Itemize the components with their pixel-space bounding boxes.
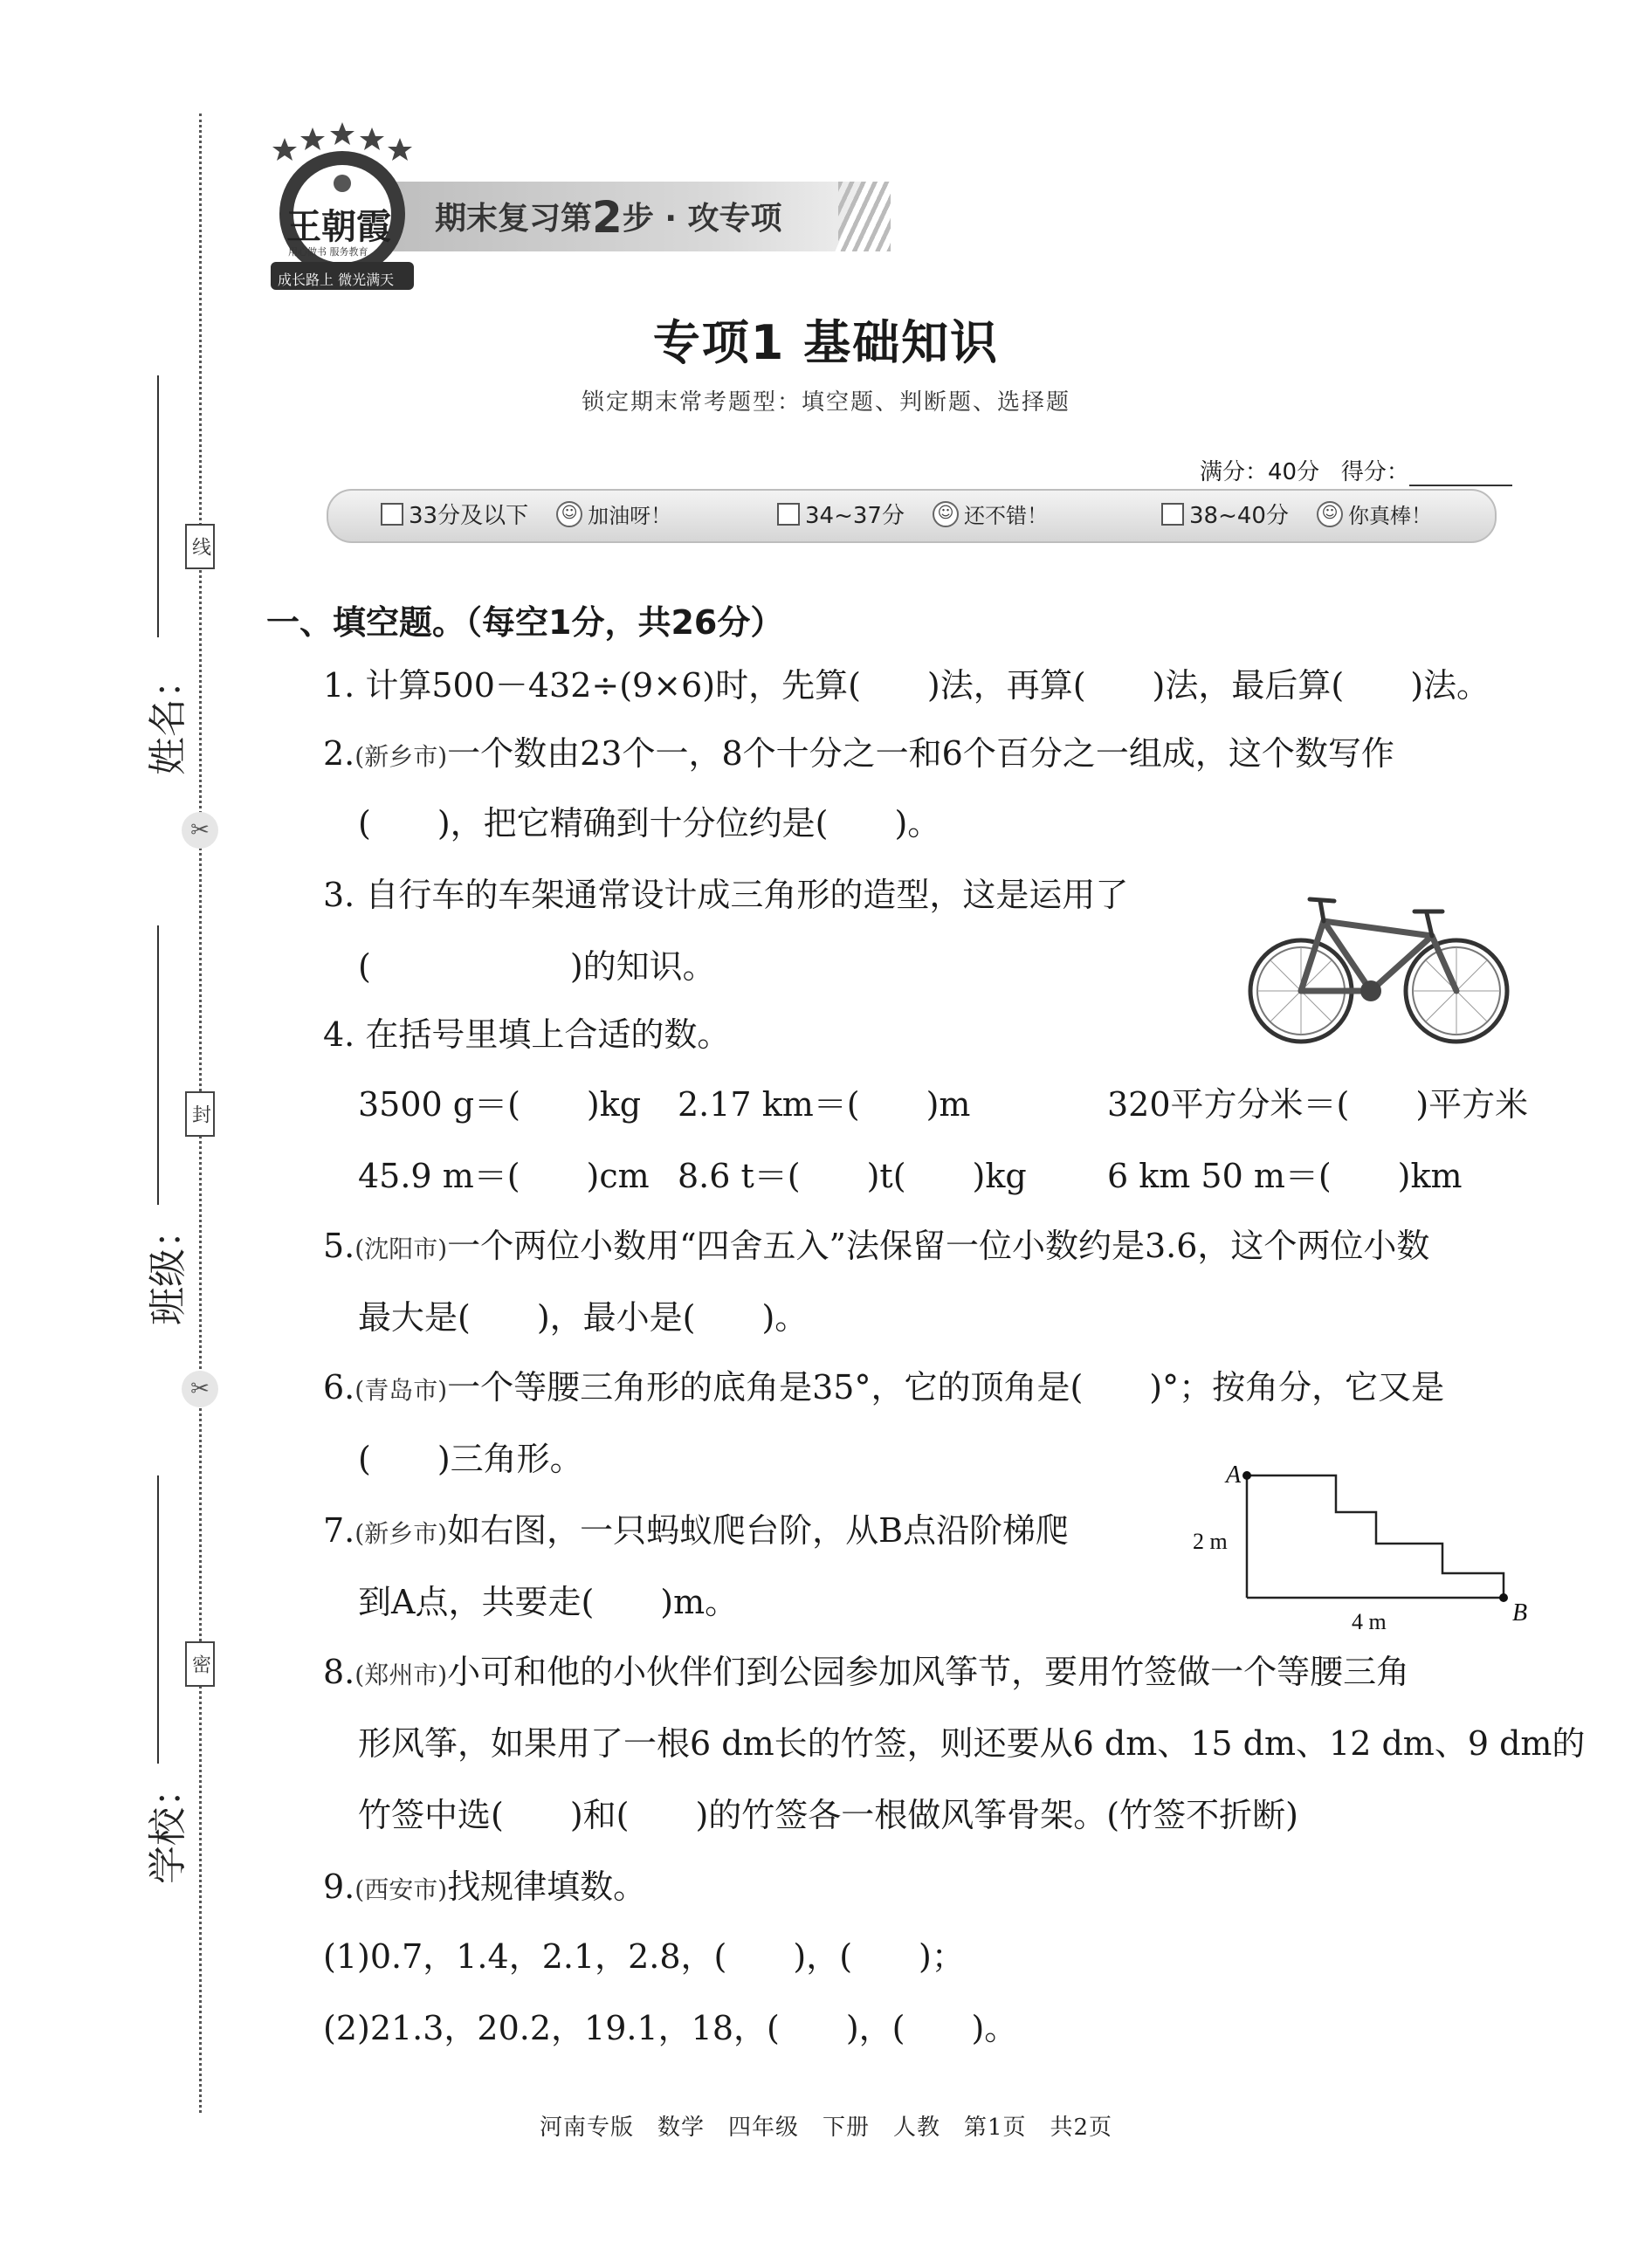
q4-item: 320平方分米＝( )平方米 [1107,1085,1529,1124]
label-width: 4 m [1352,1609,1387,1634]
question-9-1: (1)0.7，1.4，2.1，2.8，( )，( )； [323,1937,965,1976]
level-low: 33分及以下 ☺ 加油呀！ [381,498,671,530]
mark-mi: 密 [185,1641,215,1687]
question-1: 1. 计算500－432÷(9×6)时，先算( )法，再算( )法，最后算( )法。 [323,666,1490,705]
question-5: 5.(沈阳市)一个两位小数用“四舍五入”法保留一位小数约是3.6，这个两位小数 [323,1227,1430,1265]
point-b [1499,1593,1508,1602]
smiley-icon: ☺ [933,501,959,527]
question-2: 2.(新乡市)一个数由23个一，8个十分之一和6个百分之一组成，这个数写作 [323,734,1394,773]
q4-item: 2.17 km＝( )m [678,1085,971,1124]
question-6: 6.(青岛市)一个等腰三角形的底角是35°，它的顶角是( )°；按角分，它又是 [323,1368,1445,1406]
location-tag: (西安市) [354,1875,448,1904]
question-9-2: (2)21.3，20.2，19.1，18，( )，( )。 [323,2009,1018,2047]
class-label: 班级： [146,1210,190,1325]
q4-item: 3500 g＝( )kg [358,1085,642,1124]
got-score-label: 得分： [1340,459,1409,485]
label-b: B [1512,1599,1528,1627]
location-tag: (新乡市) [354,742,448,771]
question-3: 3. 自行车的车架通常设计成三角形的造型，这是运用了 [323,876,1129,914]
q4-item: 6 km 50 m＝( )km [1107,1157,1463,1195]
bicycle-illustration [1240,882,1519,1060]
scissors-icon: ✂ [182,1371,218,1407]
staircase-figure [1187,1449,1537,1645]
question-8: 8.(郑州市)小可和他的小伙伴们到公园参加风筝节，要用竹签做一个等腰三角 [323,1653,1410,1691]
question-4: 4. 在括号里填上合适的数。 [323,1015,731,1054]
level-high: 38~40分 ☺ 你真棒！ [1161,498,1432,530]
name-label: 姓名： [146,660,190,775]
label-a: A [1226,1462,1242,1489]
question-9: 9.(西安市)找规律填数。 [323,1867,647,1906]
full-score: 满分：40分 [1200,459,1320,485]
school-label: 学校： [146,1769,190,1884]
brand-name: 王朝霞 [286,207,391,247]
location-tag: (郑州市) [354,1661,448,1689]
question-5-cont: 最大是( )，最小是( )。 [358,1298,809,1337]
section-title: 一、填空题。（每空1分，共26分） [266,603,784,642]
score-line [1200,454,1512,486]
location-tag: (青岛市) [354,1376,448,1405]
question-3-cont: ( )的知识。 [358,947,716,986]
question-6-cont: ( )三角形。 [358,1440,583,1478]
scissors-icon: ✂ [182,812,218,849]
point-a [1242,1471,1251,1480]
level-mid: 34~37分 ☺ 还不错！ [777,498,1048,530]
label-height: 2 m [1193,1529,1228,1554]
checkbox-low[interactable] [381,503,403,526]
banner-stripes [838,182,891,251]
school-underline [157,1475,159,1764]
mark-line: 线 [185,524,215,569]
location-tag: (新乡市) [354,1519,448,1548]
checkbox-mid[interactable] [777,503,800,526]
mark-seal: 封 [185,1091,215,1137]
location-tag: (沈阳市) [354,1235,448,1263]
banner-text: 期末复习第2步 · 攻专项 [435,192,782,243]
page-title: 专项1 基础知识 [652,315,1000,370]
score-field[interactable] [1409,465,1512,486]
smiley-icon: ☺ [556,501,582,527]
page-footer: 河南专版 数学 四年级 下册 人教 第1页 共2页 [539,2115,1113,2141]
q4-item: 45.9 m＝( )cm [358,1157,650,1195]
question-8-cont: 形风筝，如果用了一根6 dm长的竹签，则还要从6 dm、15 dm、12 dm、9 dm的 [358,1724,1586,1763]
question-8-cont: 竹签中选( )和( )的竹签各一根做风筝骨架。(竹签不折断) [358,1796,1298,1834]
brand-slogan: 成长路上 微光满天 [278,272,395,288]
brand-tagline: 用心做书 服务教育 [288,246,368,258]
question-7-cont: 到A点，共要走( )m。 [358,1583,739,1621]
q4-item: 8.6 t＝( )t( )kg [678,1157,1027,1195]
checkbox-high[interactable] [1161,503,1184,526]
class-underline [157,925,159,1205]
page-subtitle: 锁定期末常考题型：填空题、判断题、选择题 [581,389,1070,416]
smiley-icon: ☺ [1317,501,1343,527]
question-7: 7.(新乡市)如右图，一只蚂蚁爬台阶，从B点沿阶梯爬 [323,1511,1070,1550]
question-2-cont: ( )，把它精确到十分位约是( )。 [358,804,941,843]
score-level-band [327,489,1497,543]
